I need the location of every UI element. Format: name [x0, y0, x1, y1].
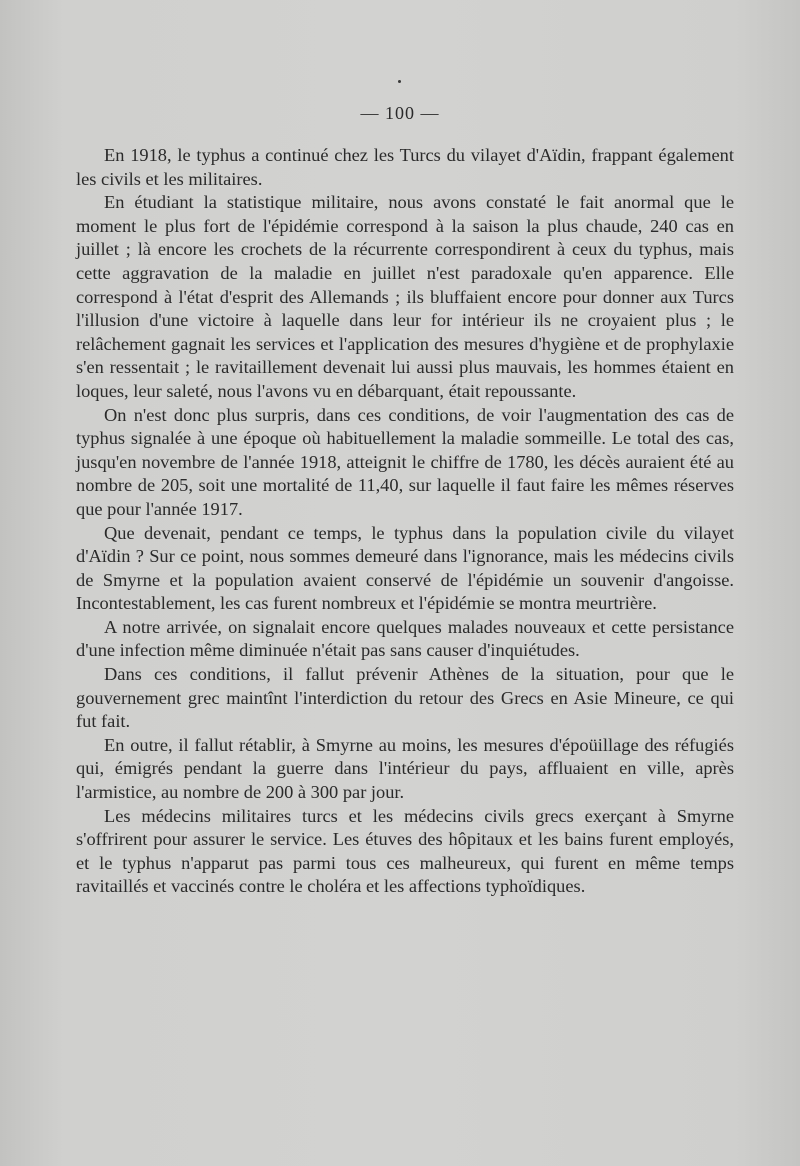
- paragraph: En étudiant la statistique militaire, nous avons constaté le fait anormal que le moment le plus fort de l'épidémie correspond à la saison la plus chaude, 240 cas en juillet ; là encore les crochets de la récurrente correspondirent à ceux du typhus, mais cette aggravation de la maladie en juillet n'est paradoxale qu'en apparence. Elle correspond à l'état d'esprit des Allemands ; ils bluffaient encore pour donner aux Turcs l'illusion d'une victoire à laquelle dans leur for intérieur ils ne croyaient plus ; le relâchement gagnait les services et l'application des mesures d'hygiène et de prophylaxie s'en ressentait ; le ravitaillement devenait lui aussi plus mauvais, les hommes étaient en loques, leur saleté, nous l'avons vu en débarquant, était repoussante.: [76, 192, 734, 401]
- paragraph: Que devenait, pendant ce temps, le typhus dans la population civile du vilayet d'Aïdin ? Sur ce point, nous sommes demeuré dans l'ignorance, mais les médecins civils de Smyrne et la population avaient conservé de l'épidémie un souvenir d'angoisse. Incontestablement, les cas furent nombreux et l'épidémie se montra meurtrière.: [76, 522, 734, 614]
- paragraph: Les médecins militaires turcs et les médecins civils grecs exerçant à Smyrne s'offrirent pour assurer le service. Les étuves des hôpitaux et les bains furent employés, et le typhus n'apparut pas parmi tous ces malheureux, qui furent en même temps ravitaillés et vaccinés contre le choléra et les affections typhoïdiques.: [76, 805, 734, 897]
- paragraph: Dans ces conditions, il fallut prévenir Athènes de la situation, pour que le gouvernement grec maintînt l'interdiction du retour des Grecs en Asie Mineure, ce qui fut fait.: [76, 664, 734, 732]
- paragraph: En 1918, le typhus a continué chez les Turcs du vilayet d'Aïdin, frappant également les civils et les militaires.: [76, 145, 734, 189]
- paragraph: On n'est donc plus surpris, dans ces conditions, de voir l'augmentation des cas de typhus signalée à une époque où habituellement la maladie sommeille. Le total des cas, jusqu'en novembre de l'année 1918, atteignit le chiffre de 1780, les décès auraient été au nombre de 205, soit une mortalité de 11,40, sur laquelle il faut faire les mêmes réserves que pour l'année 1917.: [76, 404, 734, 519]
- body-text: [76, 144, 734, 899]
- ink-speck: [398, 80, 401, 83]
- paragraph: En outre, il fallut rétablir, à Smyrne au moins, les mesures d'époüillage des réfugiés qui, émigrés pendant la guerre dans l'intérieur du pays, affluaient en ville, après l'armistice, au nombre de 200 à 300 par jour.: [76, 734, 734, 803]
- page-number: — 100 —: [360, 103, 440, 123]
- paragraph: A notre arrivée, on signalait encore quelques malades nouveaux et cette persistance d'une infection même diminuée n'était pas sans causer d'inquiétudes.: [76, 616, 734, 661]
